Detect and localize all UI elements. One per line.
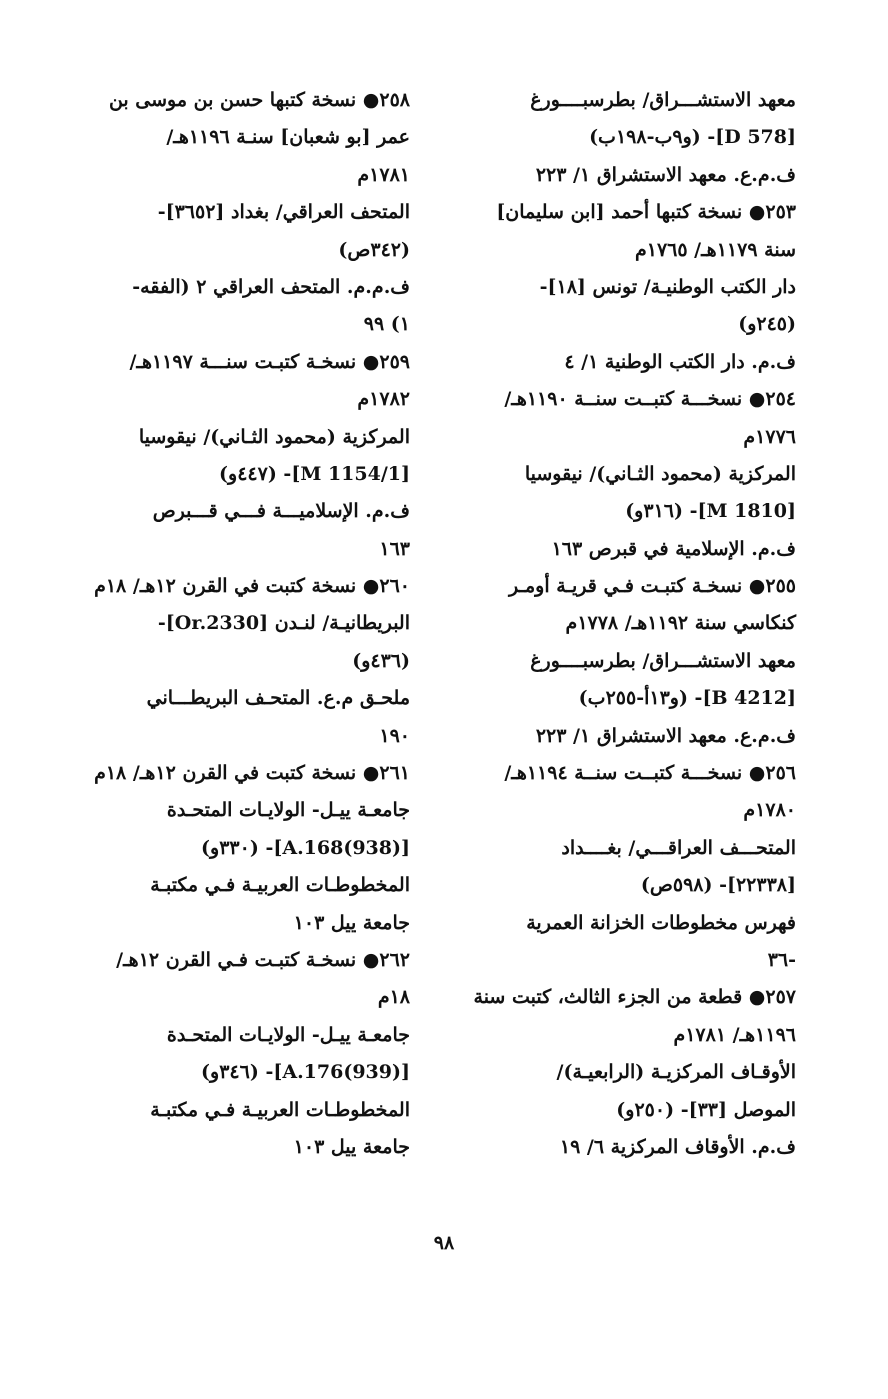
text-line: ١٦٣ xyxy=(379,537,410,560)
text-line: ف.م. الإسلامية في قبرص ١٦٣ xyxy=(551,537,796,560)
text-line: فهرس مخطوطات الخزانة العمرية xyxy=(526,911,796,934)
text-line: ٢٦٠● نسخة كتبت في القرن ١٢هـ/ ١٨م xyxy=(94,575,410,598)
text-line: [A.176(939)]- (٣٤٦و) xyxy=(201,1061,410,1084)
text-line: ف.م.ع. معهد الاستشراق ١/ ٢٢٣ xyxy=(535,724,796,747)
text-line: ١١٩٦هـ/ ١٧٨١م xyxy=(673,1023,796,1046)
text-line: [M 1810]- (٣١٦و) xyxy=(625,500,796,523)
text-line: ملحـق م.ع. المتحـف البريطـــاني xyxy=(146,687,410,710)
text-line: ف.م. الأوقاف المركزية ٦/ ١٩ xyxy=(559,1135,796,1158)
text-line: ١٧٨٢م xyxy=(357,388,410,411)
text-line: المخطوطـات العربيـة فـي مكتبـة xyxy=(150,1098,410,1121)
text-line: ٢٥٨● نسخة كتبها حسن بن موسى بن xyxy=(108,89,410,111)
text-line: ف.م.ع. معهد الاستشراق ١/ ٢٢٣ xyxy=(535,163,796,186)
text-line: البريطانيـة/ لنـدن [Or.2330]- xyxy=(157,612,410,635)
text-line: [M 1154/1]- (٤٤٧و) xyxy=(219,462,410,485)
text-line: المركزية (محمود الثـاني)/ نيقوسيا xyxy=(524,462,796,485)
text-line: دار الكتب الوطنيـة/ تونس [١٨]- xyxy=(539,275,796,298)
page-number: ٩٨ xyxy=(433,1232,455,1254)
text-line: ف.م. الإسلاميـــة فـــي قـــبرص xyxy=(152,500,410,523)
text-line: ١) ٩٩ xyxy=(363,313,410,336)
text-line: الأوقـاف المركزيـة (الرابعيـة)/ xyxy=(556,1061,796,1084)
text-line: [B 4212]- (و١٣أ-٢٥٥ب) xyxy=(578,687,796,710)
text-line: ١٧٨١م xyxy=(357,163,410,186)
text-line: ١٧٨٠م xyxy=(743,799,796,822)
text-line: جامعـة ييـل- الولايـات المتحـدة xyxy=(166,1023,410,1046)
text-line: (٢٤٥و) xyxy=(738,313,796,336)
text-line: [D 578]- (و٩ب-١٩٨ب) xyxy=(589,126,796,149)
text-line: ١٩٠ xyxy=(379,724,410,747)
text-line: المخطوطـات العربيـة فـي مكتبـة xyxy=(150,874,410,897)
text-line: جامعة ييل ١٠٣ xyxy=(293,1135,410,1158)
text-line: (٣٤٢ص) xyxy=(338,238,410,261)
text-line: [٢٢٣٣٨]- (٥٩٨ص) xyxy=(640,874,796,897)
left-column xyxy=(72,82,410,1166)
text-line: ١٨م xyxy=(377,986,410,1009)
right-column xyxy=(456,82,796,1166)
text-line: ٢٦٢● نسخـة كتبـت فـي القرن ١٢هـ/ xyxy=(116,948,410,971)
text-line: -٣٦ xyxy=(767,948,796,971)
text-line: الموصل [٣٣]- (٢٥٠و) xyxy=(616,1098,796,1121)
text-line: ٢٦١● نسخة كتبت في القرن ١٢هـ/ ١٨م xyxy=(94,762,410,785)
text-line: معهد الاستشـــراق/ بطرسبــــورغ xyxy=(530,89,796,111)
text-line: ٢٥٩● نسخـة كتبـت سنـــة ١١٩٧هـ/ xyxy=(129,350,410,373)
text-line: ٢٥٦● نسخـــة كتبــت سنــة ١١٩٤هـ/ xyxy=(504,762,796,785)
text-line: ف.م.م. المتحف العراقي ٢ (الفقه- xyxy=(132,275,410,298)
text-line: ٢٥٧● قطعة من الجزء الثالث، كتبت سنة xyxy=(473,986,796,1009)
text-line: جامعـة ييـل- الولايـات المتحـدة xyxy=(166,799,410,822)
text-line: جامعة ييل ١٠٣ xyxy=(293,911,410,934)
text-line: سنة ١١٧٩هـ/ ١٧٦٥م xyxy=(634,238,796,261)
text-line: المتحـــف العراقـــي/ بغــــداد xyxy=(561,836,796,859)
text-line: المتحف العراقي/ بغداد [٣٦٥٢]- xyxy=(157,201,410,224)
text-line: كنكاسي سنة ١١٩٢هـ/ ١٧٧٨م xyxy=(565,612,796,635)
text-line: ٢٥٤● نسخـــة كتبــت سنــة ١١٩٠هـ/ xyxy=(504,388,796,411)
text-line: (٤٣٦و) xyxy=(352,649,410,672)
text-line: ٢٥٣● نسخة كتبها أحمد [ابن سليمان] xyxy=(496,201,796,224)
text-line: ف.م. دار الكتب الوطنية ١/ ٤ xyxy=(564,350,796,373)
text-line: معهد الاستشـــراق/ بطرسبــــورغ xyxy=(530,649,796,672)
text-line: عمر [بو شعبان] سنـة ١١٩٦هـ/ xyxy=(166,126,410,149)
text-line: [A.168(938)]- (٣٣٠و) xyxy=(201,836,410,859)
text-line: المركزية (محمود الثـاني)/ نيقوسيا xyxy=(138,425,410,448)
text-line: ١٧٧٦م xyxy=(743,425,796,448)
text-line: ٢٥٥● نسخـة كتبـت فـي قريـة أومـر xyxy=(508,575,796,598)
